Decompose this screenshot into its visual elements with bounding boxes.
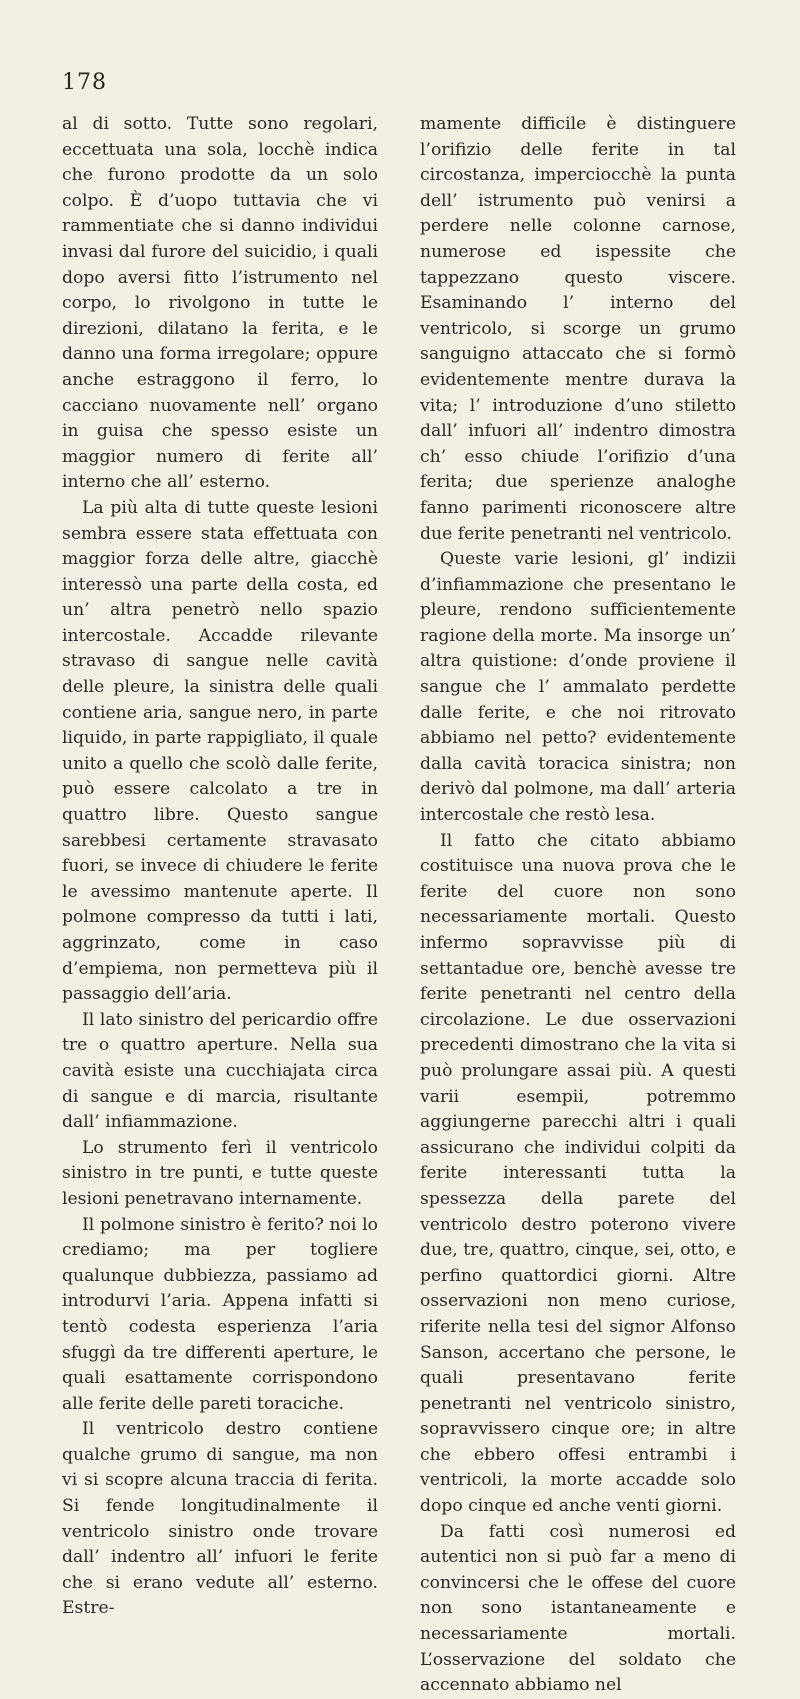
paragraph: Il polmone sinistro è ferito? noi lo crediamo; ma per togliere qualunque dubbiezza, passiamo ad introdurvi l’aria. Appena infatti si tentò codesta esperienza l’aria sfuggì da tre differenti aperture, le quali esattamente corrispondono alle ferite delle pareti toraciche. [62,1214,378,1414]
paragraph: La più alta di tutte queste lesioni sembra essere stata effettuata con maggior forza delle altre, giacchè interessò una parte della costa, ed un’ altra penetrò nello spazio intercostale. Accadde rilevante stravaso di sangue nelle cavità delle pleure, la sinistra delle quali contiene aria, sangue nero, in parte liquido, in parte rappigliato, il quale unito a quello che scolò dalle ferite, può essere calcolato a tre in quattro libre. Questo sangue sarebbesi certamente stravasato fuori, se invece di chiudere le ferite le avessimo mantenute aperte. Il polmone compresso da tutti i lati, aggrinzato, come in caso d’empiema, non permetteva più il passaggio dell’aria. [62,497,378,1005]
page-number: 178 [62,70,107,95]
left-column [62,112,378,1622]
paragraph: Queste varie lesioni, gl’ indizii d’infiammazione che presentano le pleure, rendono sufficientemente ragione della morte. Ma insorge un’ altra quistione: d’onde proviene il sangue che l’ ammalato perdette dalle ferite, e che noi ritrovato abbiamo nel petto? evidentemente dalla cavità toracica sinistra; non derivò dal polmone, ma dall’ arteria intercostale che restò lesa. [420,549,736,826]
right-column [420,112,736,1699]
paragraph: Il fatto che citato abbiamo costituisce una nuova prova che le ferite del cuore non sono necessariamente mortali. Questo infermo sopravvisse più di settantadue ore, benchè avesse tre ferite penetranti nel centro della circolazione. Le due osservazioni precedenti dimostrano che la vita si può prolungare assai più. A questi varii esempii, potremmo aggiungerne parecchi altri i quali assicurano che individui colpiti da ferite interessanti tutta la spessezza della parete del ventricolo destro poterono vivere due, tre, quattro, cinque, sei, otto, e perfino quattordici giorni. Altre osservazioni non meno curiose, riferite nella tesi del signor Alfonso Sanson, accertano che persone, le quali presentavano ferite penetranti nel ventricolo sinistro, sopravvissero cinque ore; in altre che ebbero offesi entrambi i ventricoli, la morte accadde solo dopo cinque ed anche venti giorni. [420,830,736,1517]
paragraph: mamente difficile è distinguere l’orifizio delle ferite in tal circostanza, imperciocchè la punta dell’ istrumento può venirsi a perdere nelle colonne carnose, numerose ed ispessite che tappezzano questo viscere. Esaminando l’ interno del ventricolo, si scorge un grumo sanguigno attaccato che si formò evidentemente mentre durava la vita; l’ introduzione d’uno stiletto dall’ infuori all’ indentro dimostra ch’ esso chiude l’orifizio d’una ferita; due sperienze analoghe fanno parimenti riconoscere altre due ferite penetranti nel ventricolo. [420,114,736,544]
paragraph: Il lato sinistro del pericardio offre tre o quattro aperture. Nella sua cavità esiste una cucchiajata circa di sangue e di marcia, risultante dall’ infiammazione. [62,1009,378,1133]
paragraph: al di sotto. Tutte sono regolari, eccettuata una sola, locchè indica che furono prodotte da un solo colpo. È d’uopo tuttavia che vi rammentiate che si danno individui invasi dal furore del suicidio, i quali dopo aversi fitto l’istrumento nel corpo, lo rivolgono in tutte le direzioni, dilatano la ferita, e le danno una forma irregolare; oppure anche estraggono il ferro, lo cacciano nuovamente nell’ organo in guisa che spesso esiste un maggior numero di ferite all’ interno che all’ esterno. [62,114,378,493]
paragraph: Da fatti così numerosi ed autentici non si può far a meno di convincersi che le offese del cuore non sono istantaneamente e necessariamente mortali. L’osservazione del soldato che accennato abbiamo nel [420,1521,736,1696]
paragraph: Il ventricolo destro contiene qualche grumo di sangue, ma non vi si scopre alcuna traccia di ferita. Si fende longitudinalmente il ventricolo sinistro onde trovare dall’ indentro all’ infuori le ferite che si erano vedute all’ esterno. Estre- [62,1419,378,1619]
paragraph: Lo strumento ferì il ventricolo sinistro in tre punti, e tutte queste lesioni penetravano internamente. [62,1137,378,1209]
